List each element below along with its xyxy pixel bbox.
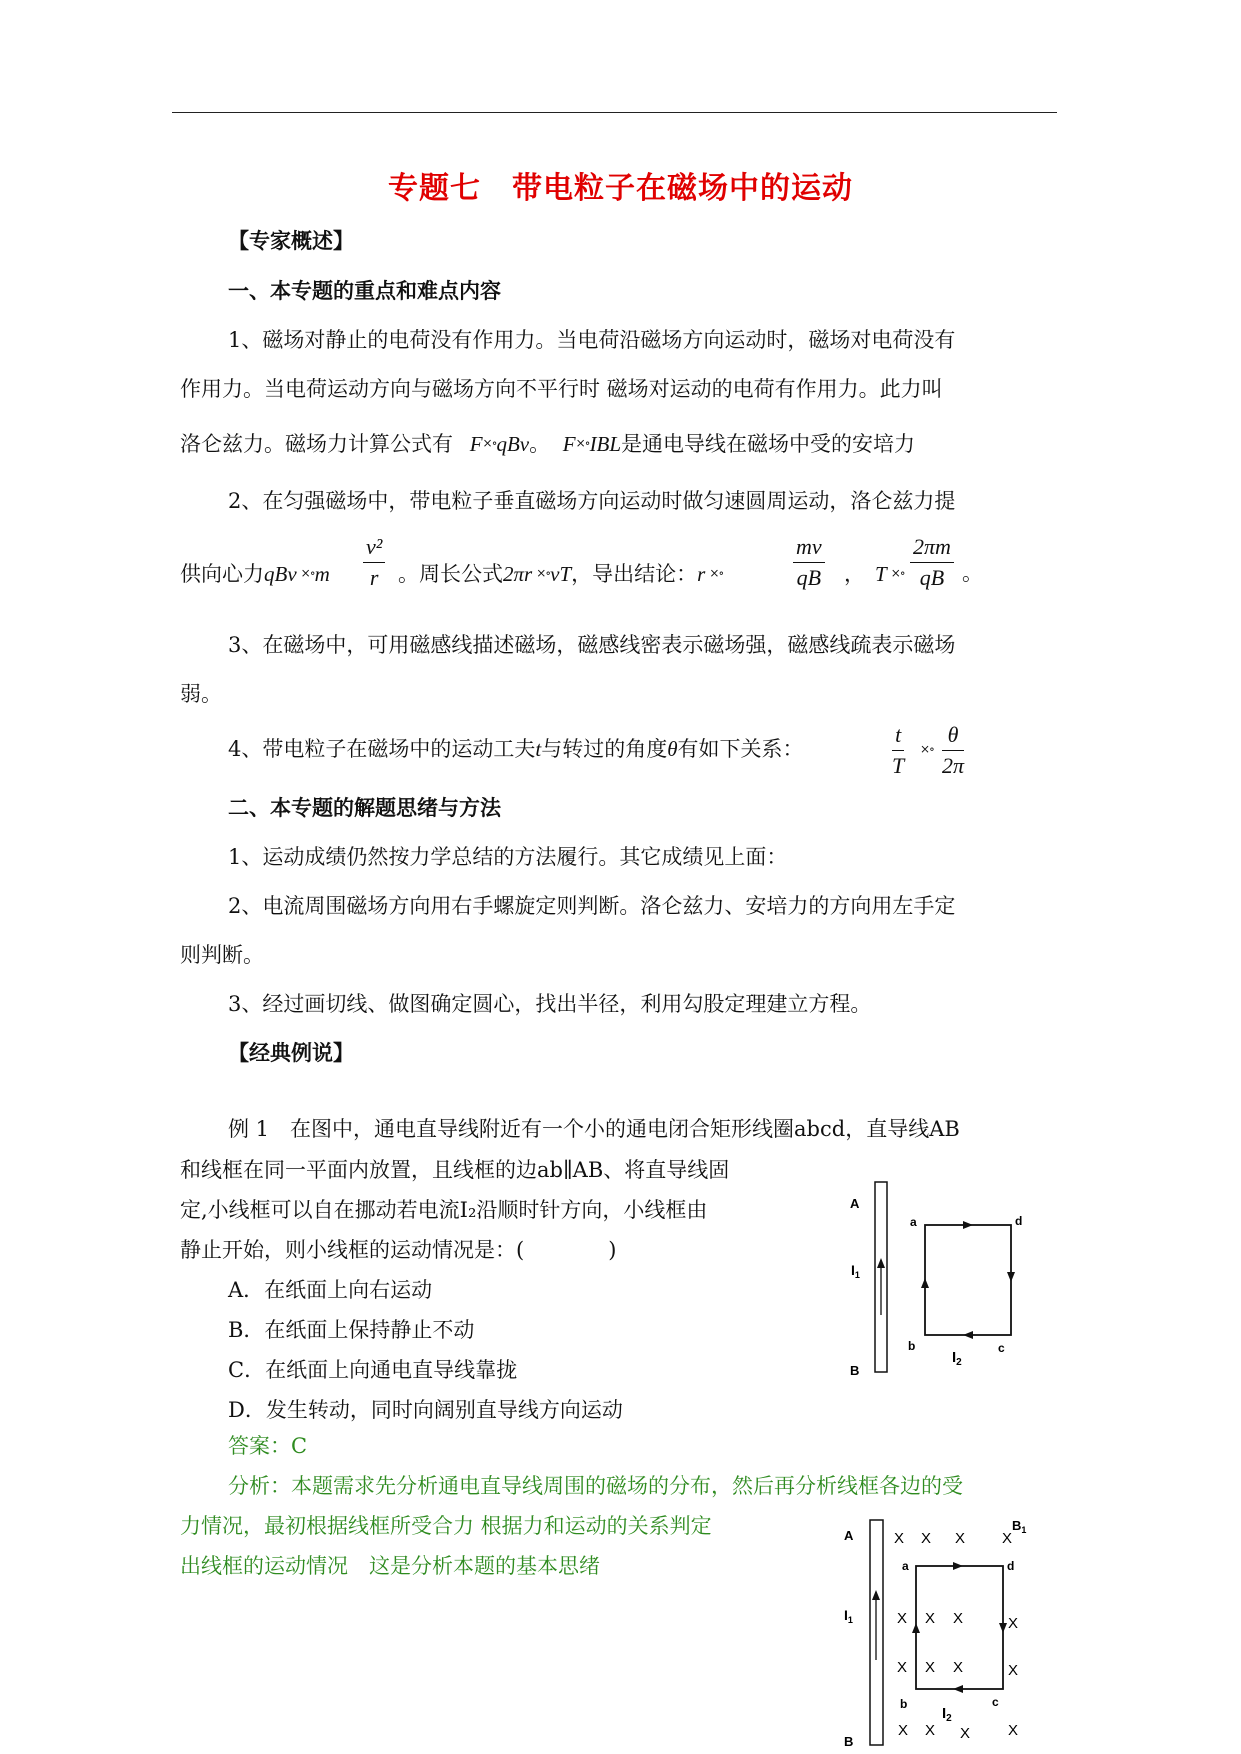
method1: 1、运动成绩仍然按力学总结的方法履行。其它成绩见上面： [228,845,788,869]
current-i1-arrow [877,1258,885,1268]
answer: 答案：C [228,1434,308,1458]
label-i1: $I_1$ [851,1262,860,1280]
field-cross: X [1008,1662,1019,1679]
arrow-ad [963,1221,973,1229]
field-cross: X [955,1530,966,1547]
part2-heading: 二、本专题的解题思绪与方法 [228,796,501,820]
label-d: d [1015,1214,1023,1228]
field-cross: X [1008,1615,1019,1632]
field-cross: X [921,1530,932,1547]
analysis-line1: 分析：本题需求先分析通电直导线周围的磁场的分布，然后再分析线框各边的受 [228,1474,963,1498]
para1-line2: 作用力。当电荷运动方向与磁场方向不平行时 磁场对运动的电荷有作用力。此力叫 [180,377,943,401]
example1-line4: 静止开始，则小线框的运动情况是：( ) [180,1238,617,1262]
para2-line2-end: 。 [962,561,983,585]
arrow-ad-2 [953,1562,963,1570]
label-b-wire-2: B [844,1734,854,1749]
label-b: b [908,1339,916,1353]
arrow-cb [963,1331,973,1339]
method3: 3、经过画切线、做图确定圆心，找出半径，利用勾股定理建立方程。 [228,992,872,1016]
option-a: A．在纸面上向右运动 [228,1278,433,1302]
para3-line1: 3、在磁场中，可用磁感线描述磁场，磁感线密表示磁场强，磁感线疏表示磁场 [228,633,956,657]
label-i2: $I_2$ [952,1349,962,1368]
field-cross: X [898,1722,909,1739]
option-c: C．在纸面上向通电直导线靠拢 [228,1358,518,1382]
figure1-wire-and-loop [840,1180,1040,1380]
option-b: B．在纸面上保持静止不动 [228,1318,475,1342]
para2-line1: 2、在匀强磁场中，带电粒子垂直磁场方向运动时做匀速圆周运动，洛仑兹力提 [228,489,956,513]
fraction-mv-over-qB: $\frac{mv}{qB}$ [793,534,825,591]
para2-line2-mid: 。周长公式2πr ×∘vT，导出结论：r ×∘ [398,562,724,586]
example1-line2: 和线框在同一平面内放置，且线框的边ab∥AB、将直导线固 [180,1158,730,1182]
arrow-ba [921,1278,929,1288]
example1-line3: 定,小线框可以自在挪动若电流I₂沿顺时针方向，小线框由 [180,1198,708,1222]
arrow-dc-2 [999,1623,1007,1633]
fraction-theta-over-2pi: $\frac{\theta}{2\pi}$ [942,722,965,778]
field-cross: X [894,1530,905,1547]
field-cross: X [953,1659,964,1676]
para4-eq: ×∘ [920,742,934,756]
current-i1-arrow-2 [872,1590,880,1600]
page-title: 专题七 带电粒子在磁场中的运动 [388,171,853,206]
arrow-ba-2 [912,1623,920,1633]
option-d: D．发生转动，同时向阔别直导线方向运动 [228,1398,623,1422]
example-heading: 【经典例说】 [228,1041,354,1065]
method2-line1: 2、电流周围磁场方向用右手螺旋定则判断。洛仑兹力、安培力的方向用左手定 [228,894,956,918]
para2-line2-prefix: 供向心力qBv ×∘m [180,562,330,586]
label-c: c [998,1341,1005,1355]
field-cross: X [1008,1722,1019,1739]
para4: 4、带电粒子在磁场中的运动工夫t与转过的角度θ有如下关系： [228,737,804,761]
field-cross: X [960,1725,971,1742]
header-rule [172,112,1057,113]
field-cross: X [953,1610,964,1627]
field-crosses [894,1530,1018,1742]
analysis-line3: 出线框的运动情况 这是分析本题的基本思绪 [180,1554,600,1578]
overview-heading: 【专家概述】 [228,229,354,253]
field-cross: X [925,1659,936,1676]
field-cross: X [925,1722,936,1739]
part1-heading: 一、本专题的重点和难点内容 [228,279,501,303]
label-a-wire-2: A [844,1528,854,1543]
loop-abcd [925,1225,1011,1335]
field-cross: X [897,1659,908,1676]
para1-line3: 洛仑兹力。磁场力计算公式有 F×∘qBv。 F×∘IBL是通电导线在磁场中受的安培力 [180,432,916,456]
example1-line1: 例 1 在图中，通电直导线附近有一个小的通电闭合矩形线圈abcd，直导线AB [228,1117,960,1141]
label-i2-2: $I_2$ [942,1705,952,1724]
para2-line2-T: ， T ×∘ [844,562,905,586]
fraction-2pim-over-qB: $\frac{2\pi m}{qB}$ [910,534,954,591]
figure2-wire-loop-field [830,1510,1040,1750]
arrow-cb-2 [953,1685,963,1693]
para1-line1: 1、磁场对静止的电荷没有作用力。当电荷沿磁场方向运动时，磁场对电荷没有 [228,328,956,352]
field-cross: X [897,1610,908,1627]
label-d-2: d [1007,1559,1015,1573]
label-i1-2: $I_1$ [844,1607,853,1625]
field-cross: X [925,1610,936,1627]
label-b1: $B_1$ [1012,1518,1027,1535]
arrow-dc [1007,1272,1015,1282]
field-cross: X [1002,1530,1013,1547]
label-a-2: a [902,1559,909,1573]
label-c-2: c [992,1695,999,1709]
fraction-t-over-T: $\frac{t}{T}$ [892,722,905,778]
analysis-line2: 力情况，最初根据线框所受合力 根据力和运动的关系判定 [180,1514,712,1538]
label-a: a [910,1215,917,1229]
method2-line2: 则判断。 [180,943,264,967]
fraction-v2-over-r: $\frac{\text{v²}}{r}$ [363,534,385,591]
label-b-2: b [900,1697,908,1711]
para3-line2: 弱。 [180,682,222,706]
label-b-wire: B [850,1363,860,1378]
label-a-wire: A [850,1196,860,1211]
